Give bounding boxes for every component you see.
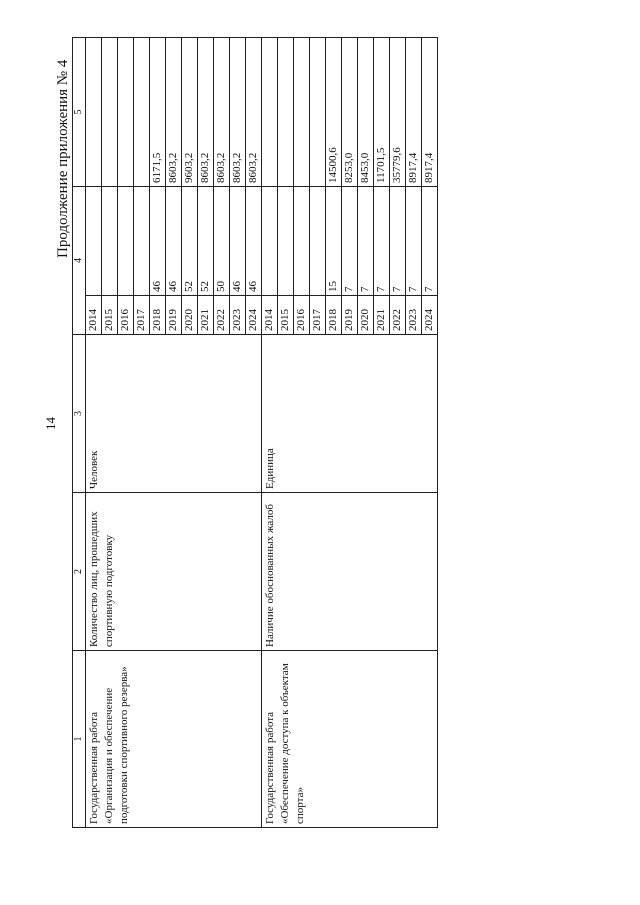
indicator-cell: Наличие обоснованных жалоб bbox=[262, 493, 438, 651]
value-cell: 50 bbox=[214, 187, 230, 296]
year-cell: 2016 bbox=[118, 296, 134, 335]
value-cell: 7 bbox=[374, 187, 390, 296]
appendix-continuation-title: Продолжение приложения № 4 bbox=[55, 59, 71, 258]
column5-cell: 8603,2 bbox=[198, 38, 214, 187]
column5-cell: 6171,5 bbox=[150, 38, 166, 187]
value-cell: 46 bbox=[150, 187, 166, 296]
column5-cell bbox=[294, 38, 310, 187]
column5-cell: 8253,0 bbox=[342, 38, 358, 187]
year-cell: 2018 bbox=[326, 296, 342, 335]
page-number: 14 bbox=[43, 417, 58, 430]
column5-cell: 35779,6 bbox=[390, 38, 406, 187]
table-row bbox=[262, 38, 278, 828]
year-cell: 2015 bbox=[278, 296, 294, 335]
column5-cell: 8603,2 bbox=[230, 38, 246, 187]
indicator-cell: Количество лиц, прошедших спортивную подготовку bbox=[86, 493, 262, 651]
column5-cell bbox=[134, 38, 150, 187]
value-cell: 7 bbox=[358, 187, 374, 296]
year-cell: 2018 bbox=[150, 296, 166, 335]
column5-cell: 8453,0 bbox=[358, 38, 374, 187]
column5-cell: 8603,2 bbox=[166, 38, 182, 187]
column-header-1: 1 bbox=[73, 651, 86, 828]
unit-cell: Единица bbox=[262, 335, 438, 493]
year-cell: 2014 bbox=[86, 296, 102, 335]
table-container bbox=[72, 38, 435, 828]
column5-cell bbox=[102, 38, 118, 187]
value-cell: 7 bbox=[390, 187, 406, 296]
header-row bbox=[73, 38, 86, 828]
work-name-cell: Государственная работа «Организация и обеспечение подготовки спортивного резерва» bbox=[86, 651, 262, 828]
value-cell: 52 bbox=[198, 187, 214, 296]
column5-cell bbox=[262, 38, 278, 187]
year-cell: 2023 bbox=[230, 296, 246, 335]
value-cell bbox=[294, 187, 310, 296]
year-cell: 2022 bbox=[390, 296, 406, 335]
table-body bbox=[86, 38, 438, 828]
year-cell: 2017 bbox=[134, 296, 150, 335]
value-cell: 7 bbox=[422, 187, 438, 296]
value-cell bbox=[102, 187, 118, 296]
year-cell: 2022 bbox=[214, 296, 230, 335]
table-row bbox=[86, 38, 102, 828]
value-cell bbox=[86, 187, 102, 296]
value-cell: 46 bbox=[230, 187, 246, 296]
column-header-5: 5 bbox=[73, 38, 86, 187]
column5-cell bbox=[278, 38, 294, 187]
year-cell: 2016 bbox=[294, 296, 310, 335]
year-cell: 2024 bbox=[246, 296, 262, 335]
column-header-2: 2 bbox=[73, 493, 86, 651]
column5-cell: 8917,4 bbox=[406, 38, 422, 187]
year-cell: 2020 bbox=[182, 296, 198, 335]
column5-cell: 9603,2 bbox=[182, 38, 198, 187]
year-cell: 2019 bbox=[166, 296, 182, 335]
column5-cell: 8603,2 bbox=[246, 38, 262, 187]
value-cell: 15 bbox=[326, 187, 342, 296]
year-cell: 2020 bbox=[358, 296, 374, 335]
column5-cell bbox=[118, 38, 134, 187]
column5-cell: 14500,6 bbox=[326, 38, 342, 187]
column-header-4: 4 bbox=[73, 187, 86, 335]
data-table bbox=[72, 37, 438, 828]
value-cell: 7 bbox=[406, 187, 422, 296]
year-cell: 2021 bbox=[374, 296, 390, 335]
value-cell bbox=[310, 187, 326, 296]
column5-cell bbox=[310, 38, 326, 187]
unit-cell: Человек bbox=[86, 335, 262, 493]
value-cell bbox=[134, 187, 150, 296]
year-cell: 2023 bbox=[406, 296, 422, 335]
column5-cell: 11701,5 bbox=[374, 38, 390, 187]
value-cell: 52 bbox=[182, 187, 198, 296]
year-cell: 2019 bbox=[342, 296, 358, 335]
work-name-cell: Государственная работа «Обеспечение доступа к объектам спорта» bbox=[262, 651, 438, 828]
value-cell bbox=[118, 187, 134, 296]
value-cell: 46 bbox=[166, 187, 182, 296]
year-cell: 2014 bbox=[262, 296, 278, 335]
value-cell bbox=[278, 187, 294, 296]
year-cell: 2024 bbox=[422, 296, 438, 335]
year-cell: 2015 bbox=[102, 296, 118, 335]
year-cell: 2021 bbox=[198, 296, 214, 335]
value-cell bbox=[262, 187, 278, 296]
column5-cell: 8917,4 bbox=[422, 38, 438, 187]
value-cell: 7 bbox=[342, 187, 358, 296]
value-cell: 46 bbox=[246, 187, 262, 296]
year-cell: 2017 bbox=[310, 296, 326, 335]
column5-cell bbox=[86, 38, 102, 187]
column-header-3: 3 bbox=[73, 335, 86, 493]
column5-cell: 8603,2 bbox=[214, 38, 230, 187]
